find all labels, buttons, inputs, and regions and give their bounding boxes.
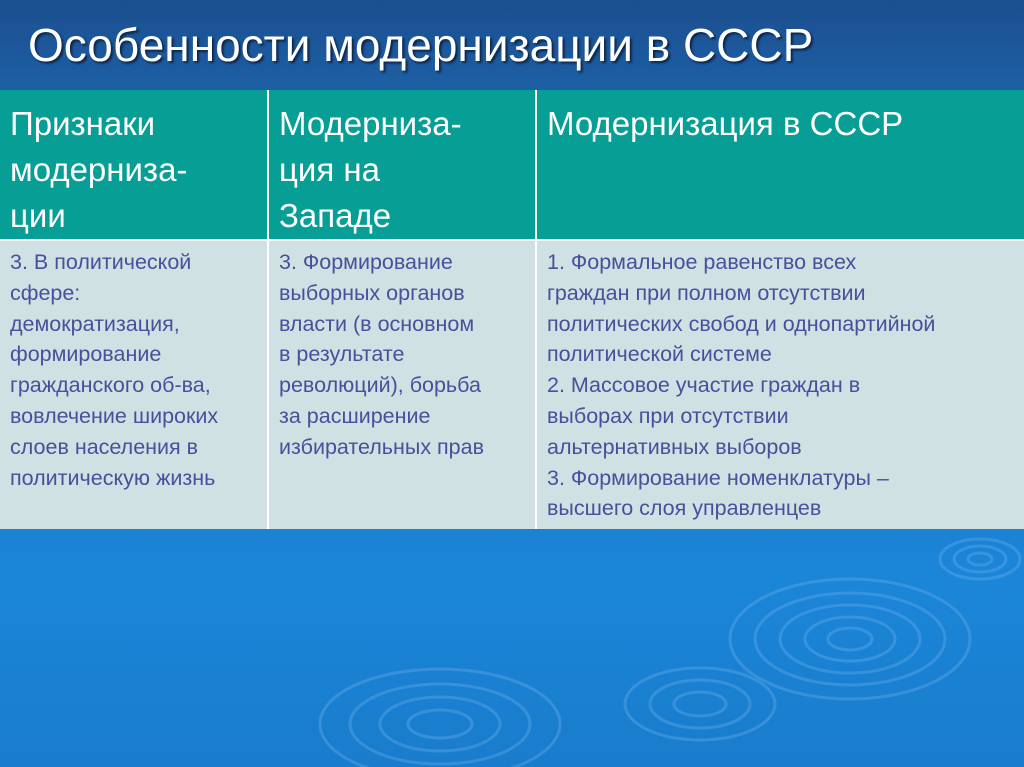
header-line: ция на xyxy=(279,151,380,188)
cell-line: 3. В политической xyxy=(10,250,192,274)
cell-ussr xyxy=(536,240,1024,529)
cell-line: формирование xyxy=(10,342,162,367)
cell-line: демократизация, xyxy=(10,311,180,336)
header-line: Западе xyxy=(279,197,392,234)
cell-line: вовлечение широких xyxy=(10,403,219,428)
comparison-table-container xyxy=(0,90,1024,534)
cell-line: власти (в основном xyxy=(279,311,475,336)
cell-line: 2. Массовое участие граждан в xyxy=(547,373,861,398)
cell-line: за расширение xyxy=(279,403,431,428)
header-cell-west xyxy=(268,90,536,240)
table-header-row xyxy=(0,90,1024,240)
cell-line: избирательных прав xyxy=(279,434,485,459)
table-row xyxy=(0,240,1024,529)
slide-title: Особенности модернизации в СССР xyxy=(28,19,814,71)
header-line: модерниза- xyxy=(10,151,188,188)
cell-line: 3. Формирование номенклатуры – xyxy=(547,465,889,490)
header-line: Признаки xyxy=(10,105,156,142)
cell-line: политическую жизнь xyxy=(10,465,216,490)
cell-line: гражданского об-ва, xyxy=(10,373,211,398)
cell-line: граждан при полном отсутствии xyxy=(547,280,866,305)
cell-line: 3. Формирование xyxy=(279,250,453,274)
cell-line: альтернативных выборов xyxy=(547,434,802,459)
cell-line: политической системе xyxy=(547,342,772,367)
cell-line: сфере: xyxy=(10,280,81,305)
cell-line: в результате xyxy=(279,342,405,367)
cell-line: революций), борьба xyxy=(279,373,481,398)
title-bar xyxy=(0,0,1024,90)
cell-line: выборных органов xyxy=(279,280,465,305)
cell-west xyxy=(268,240,536,529)
header-line: Модернизация в СССР xyxy=(547,105,904,142)
water-ripples-decoration xyxy=(0,534,1024,767)
header-line: ции xyxy=(10,197,66,234)
header-line: Модерниза- xyxy=(279,105,462,142)
header-cell-ussr xyxy=(536,90,1024,240)
cell-line: слоев населения в xyxy=(10,434,199,459)
cell-signs xyxy=(0,240,268,529)
cell-line: 1. Формальное равенство всех xyxy=(547,250,857,274)
cell-line: выборах при отсутствии xyxy=(547,403,789,428)
header-cell-signs xyxy=(0,90,268,240)
comparison-table xyxy=(0,90,1024,529)
cell-line: высшего слоя управленцев xyxy=(547,496,822,521)
cell-line: политических свобод и однопартийной xyxy=(547,311,936,336)
